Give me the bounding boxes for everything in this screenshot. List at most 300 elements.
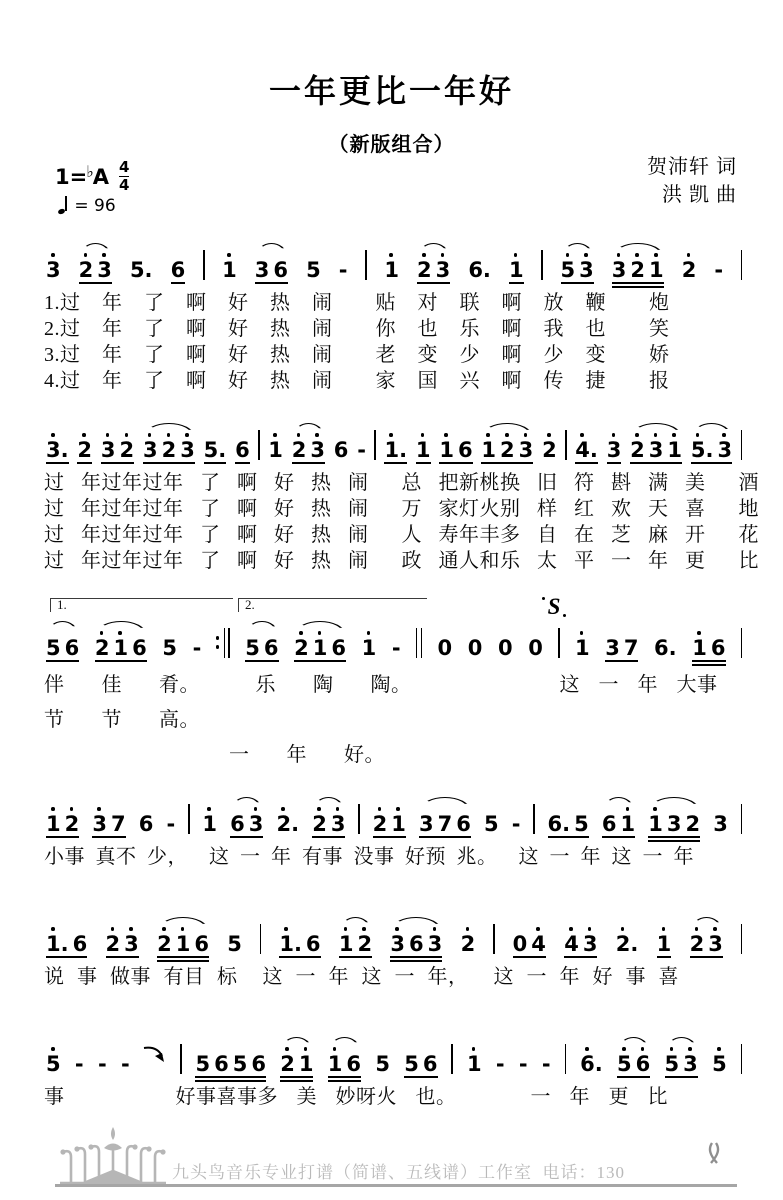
octave-dot [569, 927, 573, 931]
octave-dot [284, 927, 288, 931]
note: - [357, 438, 366, 462]
octave-dot [654, 433, 658, 437]
octave-dot [378, 807, 382, 811]
beam-underline-2 [612, 286, 664, 288]
note: 6. [578, 1044, 605, 1075]
barline [491, 924, 496, 954]
note: 1 [414, 430, 433, 461]
beam-underline [690, 956, 723, 958]
note-group [437, 430, 474, 461]
note: 2 [310, 804, 329, 835]
note: 5 [44, 1044, 63, 1075]
note: 1 [326, 1044, 345, 1075]
note: - [541, 1052, 551, 1076]
beam-underline [416, 462, 431, 464]
octave-dot [654, 253, 658, 257]
barline [739, 628, 744, 658]
note-group [99, 430, 136, 461]
note: 6 [194, 932, 209, 956]
note: - [120, 1052, 130, 1076]
note-group [266, 430, 285, 461]
octave-dot [653, 807, 657, 811]
note: 1. [44, 924, 71, 955]
note-group [75, 430, 94, 461]
note-group [332, 430, 351, 461]
note: 0 [437, 636, 453, 660]
note: 6 [251, 1052, 266, 1076]
note: 1 [266, 430, 285, 461]
beam-underline [95, 660, 147, 662]
note: 2 [77, 250, 96, 281]
note: 2 [292, 628, 311, 659]
note-group [44, 250, 63, 281]
octave-dot [422, 253, 426, 257]
note: 3 [329, 804, 348, 835]
note: 2 [688, 924, 707, 955]
octave-dot [51, 1047, 55, 1051]
octave-dot [713, 927, 717, 931]
barline [186, 804, 191, 834]
note: 6 [132, 636, 147, 660]
tempo-marking [58, 196, 116, 216]
note-group [228, 804, 265, 835]
octave-dot [51, 927, 55, 931]
note: 3 [95, 250, 114, 281]
note: 1 [647, 250, 666, 281]
octave-dot [621, 927, 625, 931]
octave-dot [254, 807, 258, 811]
note-group [605, 430, 624, 461]
note-group [73, 1044, 86, 1075]
lyrics-block [44, 844, 744, 870]
note: 3 [434, 250, 453, 281]
note: 1 [337, 924, 356, 955]
beam-underline [564, 956, 597, 958]
octave-dot [695, 927, 699, 931]
octave-dot [688, 1047, 692, 1051]
score-system-4 [44, 788, 744, 870]
note: 1 [111, 628, 130, 659]
note: 7 [623, 636, 639, 660]
note-group [44, 1044, 63, 1075]
beam-underline [630, 462, 682, 464]
lyrics-line: 过 年过年过年 了 啊 好 热 闹 万 家灯火别 样 红 欢 天 喜 地 [44, 498, 759, 520]
ribbon-icon [707, 1142, 721, 1166]
octave-dot [207, 807, 211, 811]
note: 6 [409, 932, 424, 956]
lyrics-line: 4.过 年 了 啊 好 热 闹 家 国 兴 啊 传 捷 报 [44, 370, 670, 392]
note: 2 [498, 430, 517, 461]
note: 2 [371, 804, 390, 835]
barline [739, 250, 744, 280]
beam-underline [612, 282, 664, 284]
barline [178, 1044, 183, 1074]
note-group [546, 804, 591, 835]
key-prefix: 1= [55, 165, 88, 189]
octave-dot [181, 927, 185, 931]
lyrics-line: 说 事 做事 有目 标 这 一 年 这 一 年， 这 一 年 好 事 喜 [44, 966, 679, 988]
beam-underline [373, 836, 406, 838]
note-group [479, 430, 535, 461]
note-group [615, 1044, 652, 1075]
octave-dot [51, 433, 55, 437]
beam-underline-2 [390, 960, 442, 962]
note: 5 [663, 1044, 682, 1075]
note: 5 [195, 1052, 211, 1076]
note-group [200, 804, 219, 835]
note: 5 [404, 1052, 419, 1076]
octave-dot [421, 433, 425, 437]
note-group [710, 1044, 729, 1075]
note: 6. [468, 258, 491, 282]
note-group [373, 1044, 392, 1075]
credits [647, 153, 737, 209]
beam-underline [46, 956, 87, 958]
beam-underline [280, 1076, 313, 1078]
note-group [711, 804, 730, 835]
note: 1 [646, 804, 665, 835]
note: 2. [614, 924, 641, 955]
beam-underline [419, 836, 471, 838]
beam-underline [279, 956, 320, 958]
octave-dot [362, 927, 366, 931]
beam-underline [312, 836, 345, 838]
note-group [128, 250, 155, 281]
note: 3 [610, 250, 629, 281]
note-group [193, 1044, 268, 1075]
note: 2 [628, 430, 647, 461]
note: 6. [547, 812, 571, 836]
octave-dot [486, 433, 490, 437]
note-group [371, 804, 408, 835]
note-group [202, 430, 229, 461]
note: 2 [155, 924, 174, 955]
lyrics-line: 2.过 年 了 啊 好 热 闹 你 也 乐 啊 我 也 笑 [44, 318, 670, 340]
octave-dot [584, 253, 588, 257]
tempo-value: = 96 [74, 196, 116, 216]
note: 2 [63, 804, 82, 835]
note-group [466, 250, 493, 281]
note: 5. [203, 438, 227, 462]
note: 2 [685, 812, 701, 836]
note: 3. [44, 430, 71, 461]
octave-dot [82, 433, 86, 437]
note: - [511, 812, 521, 836]
octave-dot [395, 927, 399, 931]
note: - [192, 636, 202, 660]
note: 6 [214, 1052, 229, 1076]
note-group [663, 1044, 700, 1075]
lyrics-block [44, 290, 744, 394]
note-group [290, 430, 327, 461]
octave-dot [566, 253, 570, 257]
lyrics-line: 1.过 年 了 啊 好 热 闹 贴 对 联 啊 放 鞭 炮 [44, 292, 670, 314]
note: 1 [619, 804, 638, 835]
note-group [507, 250, 526, 281]
note-group [646, 804, 702, 835]
note: 3 [706, 924, 725, 955]
note-group [355, 430, 368, 461]
beam-underline [235, 462, 250, 464]
note: 3 [681, 1044, 700, 1075]
beam-underline [648, 836, 700, 838]
note: 3 [388, 924, 407, 955]
note: 3 [605, 636, 620, 660]
octave-dot [635, 433, 639, 437]
beam-underline [46, 836, 79, 838]
octave-dot [389, 433, 393, 437]
note: 6 [457, 438, 473, 462]
barline [258, 924, 263, 954]
octave-dot [304, 1047, 308, 1051]
note: 1 [360, 628, 379, 659]
octave-dot [687, 253, 691, 257]
note: 2 [459, 924, 478, 955]
flat-icon: ♭ [86, 162, 94, 181]
note: 5 [483, 812, 499, 836]
octave-dot [336, 807, 340, 811]
beam-underline [230, 836, 263, 838]
octave-dot [227, 253, 231, 257]
note: 2 [355, 924, 374, 955]
octave-dot [281, 807, 285, 811]
note: 6 [64, 636, 80, 660]
note: 1 [382, 250, 401, 281]
beam-underline [204, 462, 227, 464]
beam-underline [157, 956, 209, 958]
octave-dot [118, 631, 122, 635]
beam-underline [171, 282, 186, 284]
note: - [97, 1052, 107, 1076]
note: 1 [655, 924, 674, 955]
beam-underline [101, 462, 134, 464]
note: 1. [277, 924, 304, 955]
note: 2 [415, 250, 434, 281]
octave-dot [547, 433, 551, 437]
beam-underline [692, 660, 725, 662]
note-group [573, 430, 600, 461]
note: 3 [715, 430, 734, 461]
note-group [169, 250, 188, 281]
beam-underline [328, 1076, 361, 1078]
note-group [414, 430, 433, 461]
beam-underline [245, 660, 278, 662]
note: 6 [456, 812, 471, 836]
note-group [137, 804, 156, 835]
note: 1 [200, 804, 219, 835]
note: 6 [305, 932, 321, 956]
note: 3 [418, 812, 434, 836]
note: 1 [389, 804, 408, 835]
note: - [495, 1052, 505, 1076]
note: 2 [75, 430, 94, 461]
note-group [233, 430, 252, 461]
note: 2 [104, 924, 123, 955]
octave-dot [472, 1047, 476, 1051]
note-group [44, 804, 81, 835]
note-group [496, 628, 515, 659]
barline [357, 804, 362, 834]
note: 5 [162, 636, 177, 660]
barline [532, 804, 537, 834]
octave-dot [641, 1047, 645, 1051]
octave-dot [672, 433, 676, 437]
note-group [388, 924, 444, 955]
note: 1 [479, 430, 498, 461]
beam-underline [575, 462, 598, 464]
beam-underline [617, 1076, 650, 1078]
octave-dot [344, 927, 348, 931]
note: 1 [297, 1044, 316, 1075]
score-system-1 [44, 234, 744, 394]
note-group [578, 1044, 605, 1075]
nine-headed-bird-logo [52, 1126, 174, 1186]
note-group [278, 1044, 315, 1075]
note-group [610, 250, 666, 281]
note-group [310, 804, 347, 835]
note: 6 [333, 438, 349, 462]
note-group [104, 924, 141, 955]
beam-underline [384, 462, 407, 464]
note-group [337, 250, 350, 281]
note-group [382, 430, 409, 461]
octave-dot [102, 253, 106, 257]
note-group [44, 430, 71, 461]
note-group [390, 628, 403, 659]
octave-dot [444, 433, 448, 437]
volta-label: 2. [245, 597, 255, 612]
note: - [166, 812, 176, 836]
note-group [243, 628, 280, 659]
note-group [510, 804, 523, 835]
lyrics-block [44, 470, 759, 574]
song-title: 一年更比一年好 [268, 73, 514, 109]
beam-underline [607, 462, 622, 464]
note-group [688, 924, 725, 955]
note: 2 [93, 628, 112, 659]
octave-dot [466, 927, 470, 931]
octave-dot [162, 927, 166, 931]
volta-label: 1. [57, 597, 67, 612]
beam-underline [657, 956, 672, 958]
octave-dot [588, 927, 592, 931]
octave-dot [717, 1047, 721, 1051]
beam-underline [439, 462, 472, 464]
note: 1 [220, 250, 239, 281]
octave-dot [612, 433, 616, 437]
note-group [436, 628, 455, 659]
quarter-note-icon [58, 196, 69, 214]
note-group [220, 250, 239, 281]
note: 2. [274, 804, 301, 835]
repeat-end-barline [215, 628, 232, 658]
barline [739, 804, 744, 834]
octave-dot [536, 927, 540, 931]
note-group [690, 628, 727, 659]
octave-dot [626, 807, 630, 811]
note-group [680, 250, 699, 281]
note: 7 [111, 812, 126, 836]
beam-underline [390, 956, 442, 958]
studio-watermark-text: 九头鸟音乐专业打谱（简谱、五线谱）工作室 电话：130 [172, 1163, 625, 1182]
octave-dot [317, 807, 321, 811]
note: 1 [311, 628, 330, 659]
octave-dot [167, 433, 171, 437]
time-signature [119, 160, 129, 193]
key-letter: A [92, 165, 110, 189]
note: - [518, 1052, 528, 1076]
octave-dot [106, 433, 110, 437]
note: 6 [273, 258, 289, 282]
note-group [77, 250, 114, 281]
note: 3 [90, 804, 109, 835]
lyrics-line: 事 好事喜事多 美 妙呀火 也。 一 年 更 比 [44, 1086, 668, 1108]
beam-underline-2 [692, 664, 725, 666]
beam-underline [79, 282, 112, 284]
barline [556, 628, 561, 658]
note-group [360, 628, 379, 659]
note-group [165, 804, 178, 835]
octave-dot [505, 433, 509, 437]
octave-dot [51, 253, 55, 257]
beam-underline [691, 462, 732, 464]
note: 1 [665, 430, 684, 461]
note: 2 [278, 1044, 297, 1075]
key-signature [55, 160, 129, 193]
note-group [382, 250, 401, 281]
note-group [526, 628, 545, 659]
octave-dot [722, 433, 726, 437]
glissando-down-icon [142, 1044, 168, 1069]
beam-underline [339, 956, 372, 958]
octave-dot [396, 807, 400, 811]
notation-line [44, 1028, 744, 1084]
note: 0 [512, 932, 528, 956]
octave-dot [84, 253, 88, 257]
note: 6 [601, 812, 617, 836]
note: 2 [628, 250, 647, 281]
footer-divider [55, 1184, 737, 1187]
note: 1 [690, 628, 709, 659]
octave-dot [367, 631, 371, 635]
beam-underline-2 [328, 1080, 361, 1082]
note: 3 [666, 812, 682, 836]
octave-dot [514, 253, 518, 257]
octave-dot [696, 433, 700, 437]
octave-dot [315, 433, 319, 437]
lyrics-block [44, 1084, 744, 1110]
note: 3 [713, 812, 728, 836]
beam-underline-2 [648, 840, 700, 842]
beam-underline [404, 1076, 437, 1078]
lyrics-line: 过 年过年过年 了 啊 好 热 闹 政 通人和乐 太 平 一 年 更 比 [44, 550, 759, 572]
note-group [573, 628, 592, 659]
note: - [391, 636, 401, 660]
note: 3 [44, 250, 63, 281]
note: 6 [235, 438, 250, 462]
lyrics-line: 节 节 高。 [44, 709, 200, 731]
octave-dot [297, 433, 301, 437]
octave-dot [389, 253, 393, 257]
note-group [292, 628, 348, 659]
octave-dot [185, 433, 189, 437]
note: 2 [118, 430, 137, 461]
octave-dot [670, 1047, 674, 1051]
octave-dot [617, 253, 621, 257]
note-group [155, 924, 211, 955]
barline [540, 250, 545, 280]
lyrics-block [44, 964, 744, 990]
